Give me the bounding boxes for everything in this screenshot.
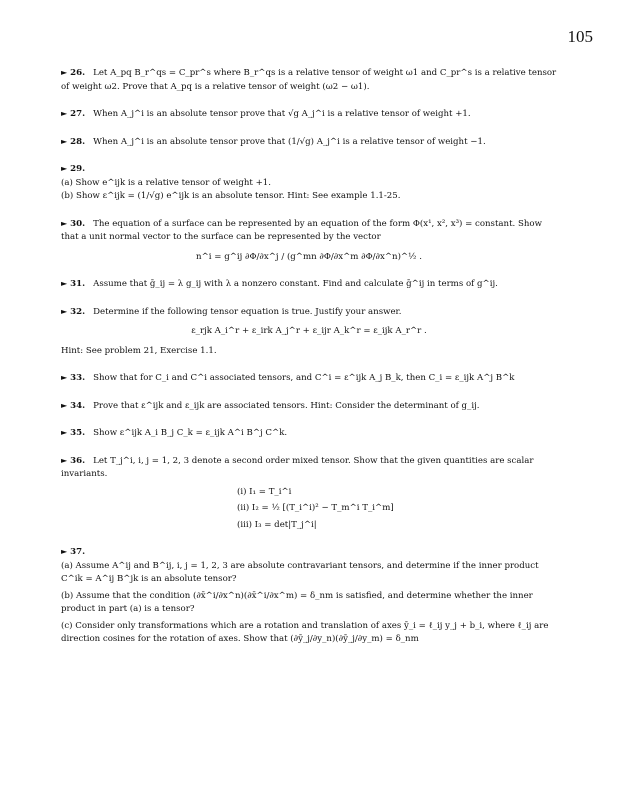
problem-text: Prove that ε^ijk and ε_ijk are associated tensors. Hint: Consider the determinant of g_ij. [93, 400, 480, 411]
problem-text: Let A_pq B_r^qs = C_pr^s where B_r^qs is a relative tensor of weight ω1 and C_pr^s is a relative tensor of weight ω2. Prove that A_pq is a relative tensor of weight (ω2 − ω1). [61, 68, 557, 92]
triangle-marker-icon: ► [61, 547, 68, 556]
problem-part: (b) Show ε^ijk = (1/√g) e^ijk is an absolute tensor. Hint: See example 1.1-25. [61, 191, 401, 201]
problem-36: ► 36. Let T_j^i, i, j = 1, 2, 3 denote a second order mixed tensor. Show that the given quantities are scalar invariants. (i) I₁ = T_i^i (ii) I₂ = ½ [(T_i^i)² − T_m^i T_i^m] (iii) I₃ = det|T_j^i| [61, 454, 557, 533]
triangle-marker-icon: ► [61, 306, 68, 316]
triangle-marker-icon: ► [61, 455, 68, 465]
problem-30: ► 30. The equation of a surface can be represented by an equation of the form Φ(x¹, x², x³) = constant. Show that a unit normal vector to the surface can be represented by the vector n^i = g^ij ∂Φ/∂x^j / (g^mn ∂Φ/∂x^m ∂Φ/∂x^n)^½ . [61, 217, 557, 265]
problem-26: ► 26. Let A_pq B_r^qs = C_pr^s where B_r^qs is a relative tensor of weight ω1 and C_pr^s is a relative tensor of weight ω2. Prove that A_pq is a relative tensor of weight (ω2 − ω1). [61, 68, 557, 92]
problem-37: ► 37. (a) Assume A^ij and B^ij, i, j = 1, 2, 3 are absolute contravariant tensors, and determine if the inner product C^ik = A^ij B^jk is an absolute tensor? (b) Assume that the condition (∂x̄^i/∂x^n)(∂x̄^i/∂x^m) = δ_nm is satisfied, and determine whether the inner product in part (a) is a tensor? (c) Consider only transformations which are a rotation and translation of axes ȳ_i = ℓ_ij y_j + b_i, where ℓ_ij are direction cosines for the rotation of axes. Show that (∂ȳ_j/∂y_n)(∂ȳ_j/∂y_m) = δ_nm [61, 545, 557, 647]
problem-35: ► 35. Show ε^ijk A_i B_j C_k = ε_ijk A^i B^j C^k. [61, 428, 288, 438]
problem-part: (c) Consider only transformations which are a rotation and translation of axes ȳ_i = ℓ_ij y_j + b_i, where ℓ_ij are direction cosines for the rotation of axes. Show that (∂ȳ_j/∂y_n)(∂ȳ_j/∂y_m) = δ_nm [61, 620, 549, 644]
problem-part: (b) Assume that the condition (∂x̄^i/∂x^n)(∂x̄^i/∂x^m) = δ_nm is satisfied, and determine whether the inner product in part (a) is a tensor? [61, 590, 533, 614]
normal-vector-equation: n^i = g^ij ∂Φ/∂x^j / (g^mn ∂Φ/∂x^m ∂Φ/∂x^n)^½ . [196, 251, 422, 262]
problem-31: ► 31. Assume that ḡ_ij = λ g_ij with λ a nonzero constant. Find and calculate ḡ^ij in terms of g^ij. [61, 279, 498, 289]
problem-text: Let T_j^i, i, j = 1, 2, 3 denote a second order mixed tensor. Show that the given quantities are scalar invariants. [61, 455, 534, 479]
triangle-marker-icon: ► [61, 218, 68, 228]
triangle-marker-icon: ► [61, 373, 68, 382]
invariant-item: (ii) I₂ = ½ [(T_i^i)² − T_m^i T_i^m] [237, 503, 394, 513]
problem-text: Assume that ḡ_ij = λ g_ij with λ a nonzero constant. Find and calculate ḡ^ij in terms of g^ij. [93, 279, 498, 289]
problem-text: When A_j^i is an absolute tensor prove that √g A_j^i is a relative tensor of weight +1. [93, 109, 471, 119]
problem-33: ► 33. Show that for C_i and C^i associated tensors, and C^i = ε^ijk A_j B_k, then C_i = ε_ijk A^j B^k [61, 373, 515, 383]
triangle-marker-icon: ► [61, 109, 68, 118]
problem-28: ► 28. When A_j^i is an absolute tensor prove that (1/√g) A_j^i is a relative tensor of weight −1. [61, 136, 486, 147]
problem-27: ► 27. When A_j^i is an absolute tensor prove that √g A_j^i is a relative tensor of weight +1. [61, 109, 471, 119]
tensor-equation: ε_rjk A_i^r + ε_irk A_j^r + ε_ijr A_k^r = ε_ijk A_r^r . [191, 326, 427, 336]
invariant-item: (i) I₁ = T_i^i [237, 486, 292, 497]
problem-part: (a) Assume A^ij and B^ij, i, j = 1, 2, 3 are absolute contravariant tensors, and determine if the inner product C^ik = A^ij B^jk is an absolute tensor? [61, 560, 539, 584]
triangle-marker-icon: ► [61, 68, 68, 77]
problem-34: ► 34. Prove that ε^ijk and ε_ijk are associated tensors. Hint: Consider the determinant of g_ij. [61, 400, 480, 411]
invariant-item: (iii) I₃ = det|T_j^i| [237, 519, 317, 530]
triangle-marker-icon: ► [61, 400, 68, 410]
problem-text: Show that for C_i and C^i associated tensors, and C^i = ε^ijk A_j B_k, then C_i = ε_ijk A^j B^k [93, 373, 515, 383]
triangle-marker-icon: ► [61, 279, 68, 288]
problem-list [61, 66, 557, 660]
problem-text: The equation of a surface can be represented by an equation of the form Φ(x¹, x², x³) = constant. Show that a unit normal vector to the surface can be represented by the vector [61, 218, 542, 242]
problem-text: Determine if the following tensor equation is true. Justify your answer. [93, 306, 402, 317]
problem-hint: Hint: See problem 21, Exercise 1.1. [61, 345, 217, 356]
problem-text: Show ε^ijk A_i B_j C_k = ε_ijk A^i B^j C^k. [93, 428, 288, 438]
page-number: 105 [567, 27, 593, 46]
problem-29: ► 29. (a) Show e^ijk is a relative tensor of weight +1. (b) Show ε^ijk = (1/√g) e^ijk is an absolute tensor. Hint: See example 1.1-25. [61, 162, 557, 204]
invariant-list [237, 486, 557, 533]
triangle-marker-icon: ► [61, 136, 68, 146]
problem-32: ► 32. Determine if the following tensor equation is true. Justify your answer. ε_rjk A_i^r + ε_irk A_j^r + ε_ijr A_k^r = ε_ijk A_r^r . Hint: See problem 21, Exercise 1.1. [61, 305, 557, 359]
triangle-marker-icon: ► [61, 164, 68, 173]
problem-part: (a) Show e^ijk is a relative tensor of weight +1. [61, 177, 271, 188]
problem-text: When A_j^i is an absolute tensor prove that (1/√g) A_j^i is a relative tensor of weight −1. [93, 136, 486, 147]
triangle-marker-icon: ► [61, 428, 68, 437]
